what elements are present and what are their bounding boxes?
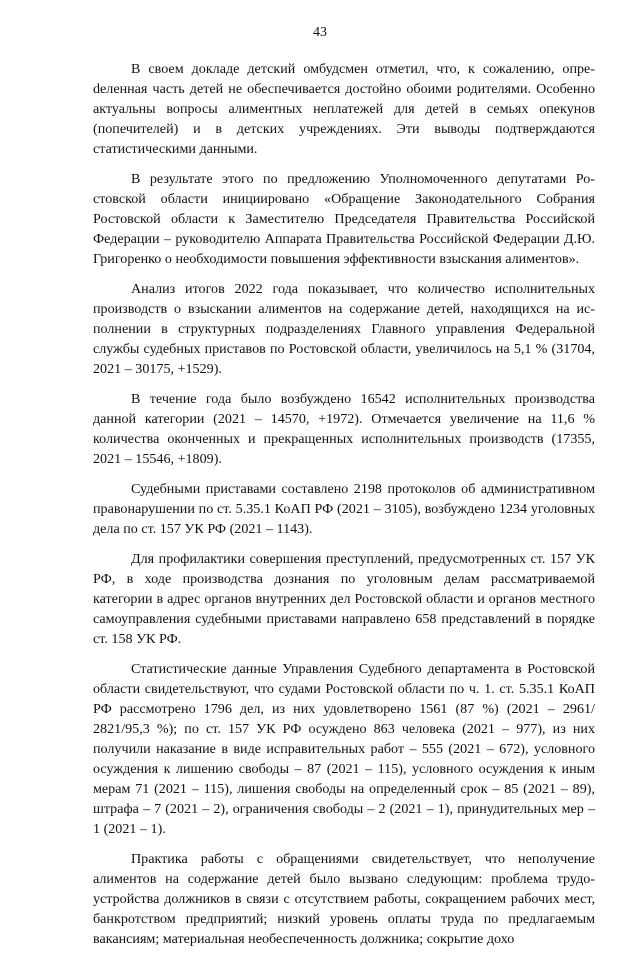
paragraph-appeal-initiative: В результате этого по предложению Уполномоченного депутатами Ростовской области инициировано «Обращение Законодательного Собрания Ростовской области к Заместителю Председателя Правительства Российской Федерации – руководителю Аппарата Правительства Российской Федерации Д.Ю. Григоренко о необходимости повышения эффективности взыскания алиментов». bbox=[93, 171, 595, 267]
paragraph-protocols: Судебными приставами составлено 2198 протоколов об административном правонарушении по ст. 5.35.1 КоАП РФ (2021 – 3105), возбуждено 1234 уголовных дела по ст. 157 УК РФ (2021 – 1143). bbox=[93, 481, 595, 537]
paragraph-ombudsman-report: В своем докладе детский омбудсмен отметил, что, к сожалению, опреdеленная часть детей не обеспечивается достойно обоими родителями. Особенно актуальны вопросы алиментных неплатежей для детей в семьях опекунов (попечителей) и в детских учреждениях. Эти выводы подтверждаются статистическими данными. bbox=[93, 61, 595, 157]
paragraph-initiated-proceedings: В течение года было возбуждено 16542 исполнительных производства данной категории (2021 – 14570, +1972). Отмечается увеличение на 11,6 % количества оконченных и прекращенных исполнительных производств (17355, 2021 – 15546, +1809). bbox=[93, 391, 595, 467]
paragraph-appeals-practice: Практика работы с обращениями свидетельствует, что неполучение алиментов на содержание детей было вызвано следующим: проблема трудоустройства должников в связи с отсутствием работы, сокращением рабочих мест, банкротством предприятий; низкий уровень оплаты труда по предлагаемым вакансиям; материальная необеспеченность должника; сокрытие дохо bbox=[93, 851, 595, 947]
page-number: 43 bbox=[313, 25, 327, 40]
paragraph-prevention: Для профилактики совершения преступлений, предусмотренных ст. 157 УК РФ, в ходе производства дознания по уголовным делам рассматриваемой категории в адрес органов внутренних дел Ростовской области и органов местного самоуправления судебными приставами направлено 658 представлений в порядке ст. 158 УК РФ. bbox=[93, 551, 595, 647]
paragraph-court-statistics: Статистические данные Управления Судебного департамента в Ростовской области свидетельствуют, что судами Ростовской области по ч. 1. ст. 5.35.1 КоАП РФ рассмотрено 1796 дел, из них удовлетворено 1561 (87 %) (2021 – 2961/ 2821/95,3 %); по ст. 157 УК РФ осуждено 863 человека (2021 – 977), из них получили наказание в виде исправительных работ – 555 (2021 – 672), условного осуждения к лишению свободы – 87 (2021 – 115), условного осуждения к иным мерам 71 (2021 – 115), лишения свободы на определенный срок – 85 (2021 – 89), штрафа – 7 (2021 – 2), ограничения свободы – 2 (2021 – 1), принудительных мер – 1 (2021 – 1). bbox=[93, 661, 595, 837]
paragraph-enforcement-analysis: Анализ итогов 2022 года показывает, что количество исполнительных производств о взыскании алиментов на содержание детей, находящихся на исполнении в структурных подразделениях Главного управления Федеральной службы судебных приставов по Ростовской области, увеличилось на 5,1 % (31704, 2021 – 30175, +1529). bbox=[93, 281, 595, 377]
body-text bbox=[93, 59, 595, 959]
